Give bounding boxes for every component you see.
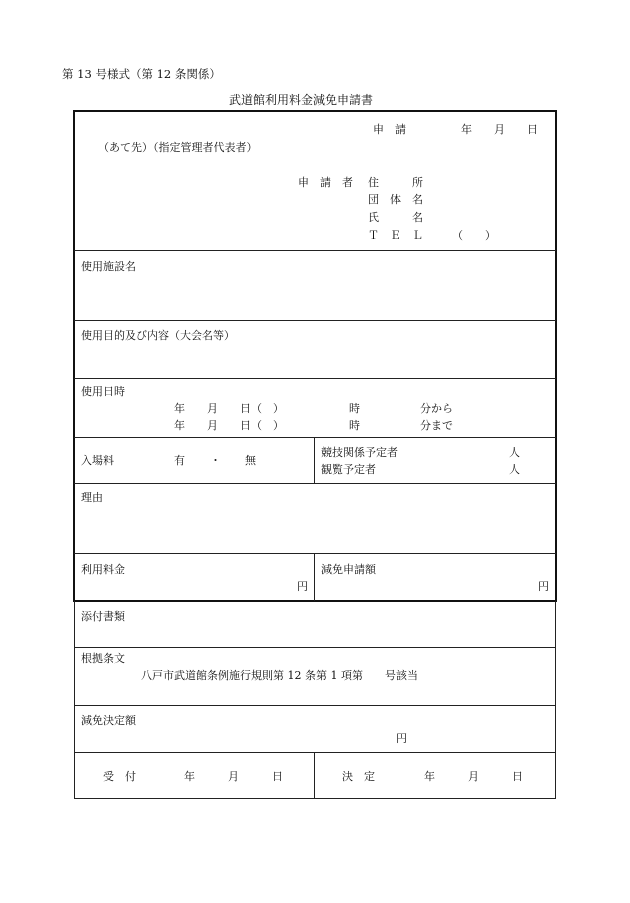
admission-separator: ・ [210,454,221,467]
received-label: 受 付 [103,770,136,783]
form-number: 第 13 号様式（第 12 条関係） [62,67,221,81]
decision-amount-unit: 円 [396,732,407,745]
end-suffix: 分まで [420,419,453,432]
end-time[interactable]: 時 [349,419,360,432]
decision-label: 決 定 [342,770,375,783]
row-divider [74,752,556,753]
page-title: 武道館利用料金減免申請書 [229,93,374,107]
column-divider [314,752,315,799]
decision-amount-label: 減免決定額 [81,714,136,727]
attachments-label: 添付書類 [81,610,125,623]
admission-yes[interactable]: 有 [174,454,185,467]
spectators-label: 観覧予定者 [321,463,376,476]
reason-label: 理由 [81,491,103,504]
admission-no[interactable]: 無 [245,454,256,467]
column-divider [314,437,315,483]
row-divider [74,437,556,438]
fee-unit: 円 [297,580,308,593]
row-divider [74,320,556,321]
basis-label: 根拠条文 [81,652,125,665]
decision-date[interactable]: 年 月 日 [424,770,523,783]
name-label: 氏 名 [368,211,423,224]
reduction-request-label: 減免申請額 [321,563,376,576]
applicant-label: 申 請 者 [298,176,353,189]
start-suffix: 分から [420,402,453,415]
admission-label: 入場料 [81,454,114,467]
fee-label: 利用料金 [81,563,125,576]
received-date[interactable]: 年 月 日 [184,770,283,783]
purpose-label: 使用目的及び内容（大会名等） [81,329,235,342]
datetime-label: 使用日時 [81,385,125,398]
row-divider [74,705,556,706]
addressee: （あて先）（指定管理者代表者） [98,141,258,154]
reduction-request-unit: 円 [538,580,549,593]
group-name-label: 団 体 名 [368,193,423,206]
competitors-label: 競技関係予定者 [321,446,398,459]
row-divider [74,250,556,251]
row-divider [74,553,556,554]
end-date[interactable]: 年 月 日（ ） [174,419,284,432]
address-label: 住 所 [368,176,423,189]
application-date[interactable]: 申 請 年 月 日 [373,123,538,136]
start-time[interactable]: 時 [349,402,360,415]
tel-label: Ｔ Ｅ Ｌ [368,229,423,242]
start-date[interactable]: 年 月 日（ ） [174,402,284,415]
row-divider [74,483,556,484]
competitors-unit: 人 [509,446,520,459]
row-divider [74,378,556,379]
basis-text: 八戸市武道館条例施行規則第 12 条第 1 項第 号該当 [141,669,418,682]
column-divider [314,553,315,601]
row-divider [74,647,556,648]
spectators-unit: 人 [509,463,520,476]
tel-area-code[interactable]: （ ） [452,229,496,242]
facility-label: 使用施設名 [81,260,136,273]
